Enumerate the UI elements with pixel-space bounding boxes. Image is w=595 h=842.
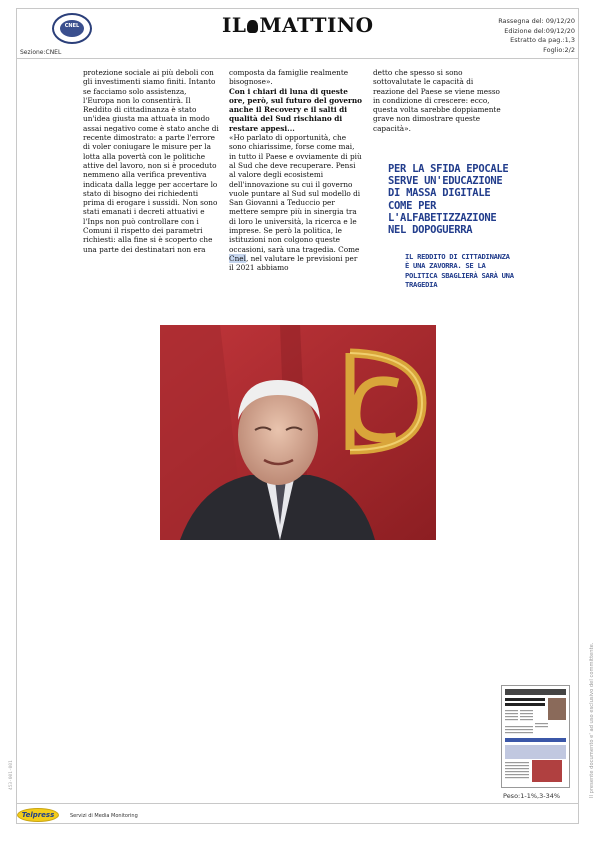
masthead-right: MATTINO [259, 13, 374, 37]
telpress-logo [17, 808, 59, 822]
interview-photo [160, 325, 436, 540]
pullquote-sub: IL REDDITO DI CITTADINANZA È UNA ZAVORRA. SE LA POLITICA SBAGLIERÀ SARÀ UNA TRAGEDIA [405, 252, 514, 289]
masthead-emblem-icon [247, 20, 258, 33]
column-2-body [229, 133, 362, 272]
meta-foglio: Foglio:2/2 [543, 45, 575, 54]
column-2-tail: , nel valutare le previsioni per il 2021 abbiamo [229, 253, 358, 273]
column-3-text: detto che spesso si sono sottovalutate le capacità di reazione del Paese se viene messo in condizione di crescere: ecco, questa volta sarebbe doppiamente grave non dimostrare queste capacità». [373, 68, 501, 133]
column-2-intro: composta da famiglie realmente bisognose». [229, 68, 349, 87]
masthead [222, 13, 372, 37]
meta-estratto: Estratto da pag.:1,3 [510, 36, 575, 44]
clipping-meta [498, 17, 575, 55]
clipping-weight: Peso:1-1%,3-34% [503, 792, 561, 800]
side-code [3, 760, 14, 790]
page-thumbnail [501, 685, 570, 788]
article-column-2 [229, 68, 362, 273]
column-2-body-text: «Ho parlato di opportunità, che sono chiarissime, forse come mai, in tutto il Paese e ovviamente di più al Sud che deve recuperare. Pensi al valore degli ecosistemi dell'innovazione su cui il governo vuole puntare al Sud sul modello di San Giovanni a Teduccio per mettere sempre più in sinergia tra di loro le università, la ricerca e le imprese. Se però la politica, le istituzioni non colgono queste occasioni, sarà una tragedia. Come [229, 133, 362, 254]
side-code-text: 453-001-001 [9, 760, 14, 790]
section-label: Sezione:CNEL [20, 49, 62, 56]
header-divider [16, 58, 579, 59]
highlighted-term: Cnel [229, 253, 246, 263]
side-note [582, 548, 595, 798]
article-column-1 [83, 68, 219, 254]
footer-servizi: Servizi di Media Monitoring [70, 813, 138, 819]
pullquote-main: PER LA SFIDA EPOCALE SERVE UN'EDUCAZIONE DI MASSA DIGITALE COME PER L'ALFABETIZZAZIONE NEL DOPOGUERRA [388, 163, 509, 237]
footer-divider [16, 803, 579, 804]
side-note-text: Il presente documento e' ad uso esclusivo del committente. [589, 642, 595, 798]
interview-question: Con i chiari di luna di queste ore, però, sul futuro del governo anche il Recovery e il salti di qualità del Sud rischiano di restare appesi... [229, 86, 362, 133]
meta-edizione: Edizione del:09/12/20 [504, 26, 575, 35]
telpress-logo-text: Telpress [21, 811, 55, 819]
seal-text: CNEL [64, 23, 80, 29]
article-column-3 [373, 68, 503, 133]
meta-rassegna: Rassegna del: 09/12/20 [498, 17, 575, 25]
masthead-left: IL [222, 13, 247, 37]
cnel-seal-logo [52, 13, 92, 44]
column-1-text: protezione sociale ai più deboli con gli investimenti siamo finiti. Intanto se facciamo solo assistenza, l'Europa non lo consentirà. Il Reddito di cittadinanza è stato un'idea giusta ma attuata in modo assai negativo come è stato anche di recente dimostrato: a parte l'errore di voler coniugare le misure per la lotta alla povertà con le politiche attive del lavoro, non si è proceduto nemmeno alla verifica preventiva indicata dalla legge per accertare lo stato di bisogno dei richiedenti prima di erogare i sussidi. Non sono stati emanati i decreti attuativi e l'Inps non può controllare con i Comuni il rispetto dei parametri richiesti: alla fine si è scoperto che una parte dei destinatari non era [83, 68, 219, 254]
